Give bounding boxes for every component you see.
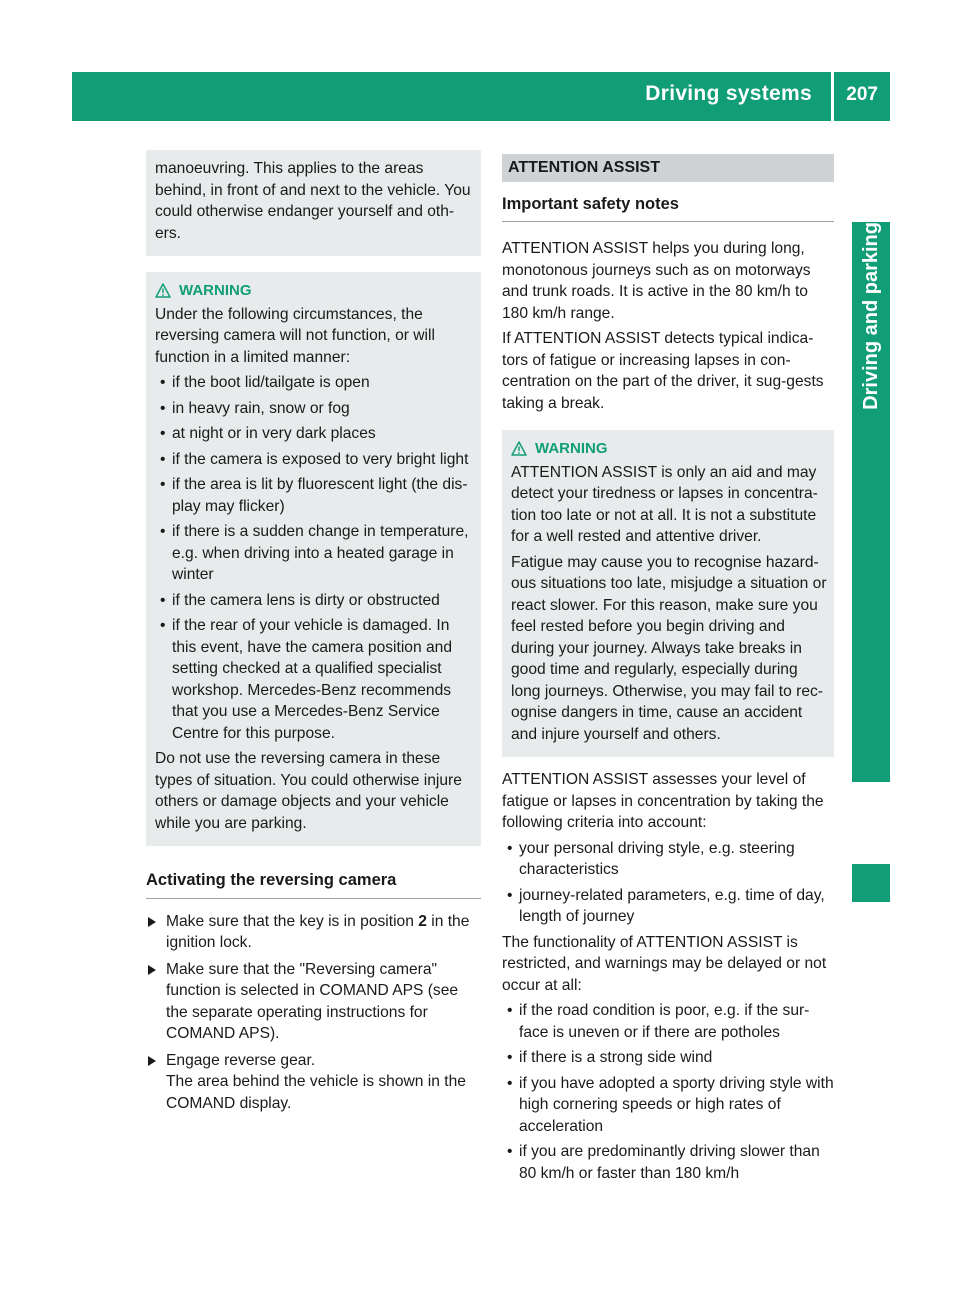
warning-heading: WARNING [511, 438, 828, 460]
section-title: Driving systems [645, 82, 812, 105]
safety-notes-heading: Important safety notes [502, 194, 834, 223]
chapter-marker [852, 864, 890, 902]
paragraph: If ATTENTION ASSIST detects typical indica-tors of fatigue or increasing lapses in con-centration on the part of the driver, it sug-gests taking a break. [502, 330, 824, 412]
list-item: • if the area is lit by fluorescent light (the dis-play may flicker) [155, 474, 475, 517]
step-arrow-icon [148, 1056, 156, 1066]
list-item: • in heavy rain, snow or fog [155, 398, 475, 420]
warning-list [155, 372, 475, 744]
list-item: • if the rear of your vehicle is damaged. In this event, have the camera position and setting checked at a qualified specialist workshop. Mercedes-Benz recommends that you use a Mercedes-Benz Service Centre for this purpose. [155, 615, 475, 744]
step-item: Make sure that the "Reversing camera" function is selected in COMAND APS (see the separate operating instructions for COMAND APS). [146, 959, 481, 1045]
list-item: • if the camera lens is dirty or obstructed [155, 590, 475, 612]
warning-text: Fatigue may cause you to recognise hazard-ous situations too late, misjudge a situation or react slower. For this reason, make sure you feel rested before you begin driving and during your journey. Always take breaks in good time and regularly, especially during long journeys. Otherwise, you may fail to rec-ognise dangers in time, cause an accident and injure yourself and others. [511, 553, 827, 743]
chapter-tab-label: Driving and parking [860, 222, 882, 410]
header-divider [831, 72, 834, 121]
step-result: The area behind the vehicle is shown in the COMAND display. [166, 1073, 466, 1112]
intro-text: manoeuvring. This applies to the areas behind, in front of and next to the vehicle. You could otherwise endanger yourself and oth-ers. [155, 160, 471, 242]
list-item: • if the road condition is poor, e.g. if the sur-face is uneven or if there are potholes [502, 1000, 834, 1043]
warning-closing: Do not use the reversing camera in these types of situation. You could otherwise injure others or damage objects and your vehicle while you are parking. [155, 750, 462, 832]
attention-assist-warning [502, 430, 834, 757]
intro-note [146, 150, 481, 256]
warning-text: ATTENTION ASSIST is only an aid and may detect your tiredness or lapses in concentra-tion too late or not at all. It is not a substitute for a well rested and attentive driver. [511, 463, 818, 545]
paragraph: ATTENTION ASSIST assesses your level of fatigue or lapses in concentration by taking the following criteria into account: [502, 771, 824, 831]
activating-heading: Activating the reversing camera [146, 870, 481, 899]
criteria-list [502, 838, 834, 928]
restrictions-list [502, 1000, 834, 1184]
list-item: • at night or in very dark places [155, 423, 475, 445]
reversing-camera-warning [146, 272, 481, 846]
left-column [146, 150, 481, 1119]
activation-steps [146, 911, 481, 1115]
warning-heading: WARNING [155, 280, 475, 302]
step-arrow-icon [148, 965, 156, 975]
section-band: ATTENTION ASSIST [502, 154, 834, 182]
list-item: • if you have adopted a sporty driving style with high cornering speeds or high rates of acceleration [502, 1073, 834, 1138]
page-number: 207 [846, 84, 878, 105]
list-item: • if the boot lid/tailgate is open [155, 372, 475, 394]
step-item: Engage reverse gear. The area behind the vehicle is shown in the COMAND display. [146, 1050, 481, 1115]
step-item: Make sure that the key is in position 2 in the ignition lock. [146, 911, 481, 954]
step-arrow-icon [148, 917, 156, 927]
paragraph: ATTENTION ASSIST helps you during long, monotonous journeys such as on motorways and trunk roads. It is active in the 80 km/h to 180 km/h range. [502, 240, 811, 322]
warning-lead: Under the following circumstances, the reversing camera will not function, or will function in a limited manner: [155, 305, 435, 366]
list-item: • if there is a sudden change in temperature, e.g. when driving into a heated garage in winter [155, 521, 475, 586]
list-item: • if there is a strong side wind [502, 1047, 834, 1069]
list-item: • if you are predominantly driving slower than 80 km/h or faster than 180 km/h [502, 1141, 834, 1184]
warning-triangle-icon [511, 441, 527, 456]
right-column [502, 154, 834, 1188]
chapter-tab [852, 222, 890, 782]
list-item: • journey-related parameters, e.g. time of day, length of journey [502, 885, 834, 928]
list-item: • if the camera is exposed to very bright light [155, 449, 475, 471]
warning-triangle-icon [155, 283, 171, 298]
page-header [72, 72, 890, 121]
paragraph: The functionality of ATTENTION ASSIST is restricted, and warnings may be delayed or not occur at all: [502, 933, 827, 994]
list-item: • your personal driving style, e.g. steering characteristics [502, 838, 834, 881]
